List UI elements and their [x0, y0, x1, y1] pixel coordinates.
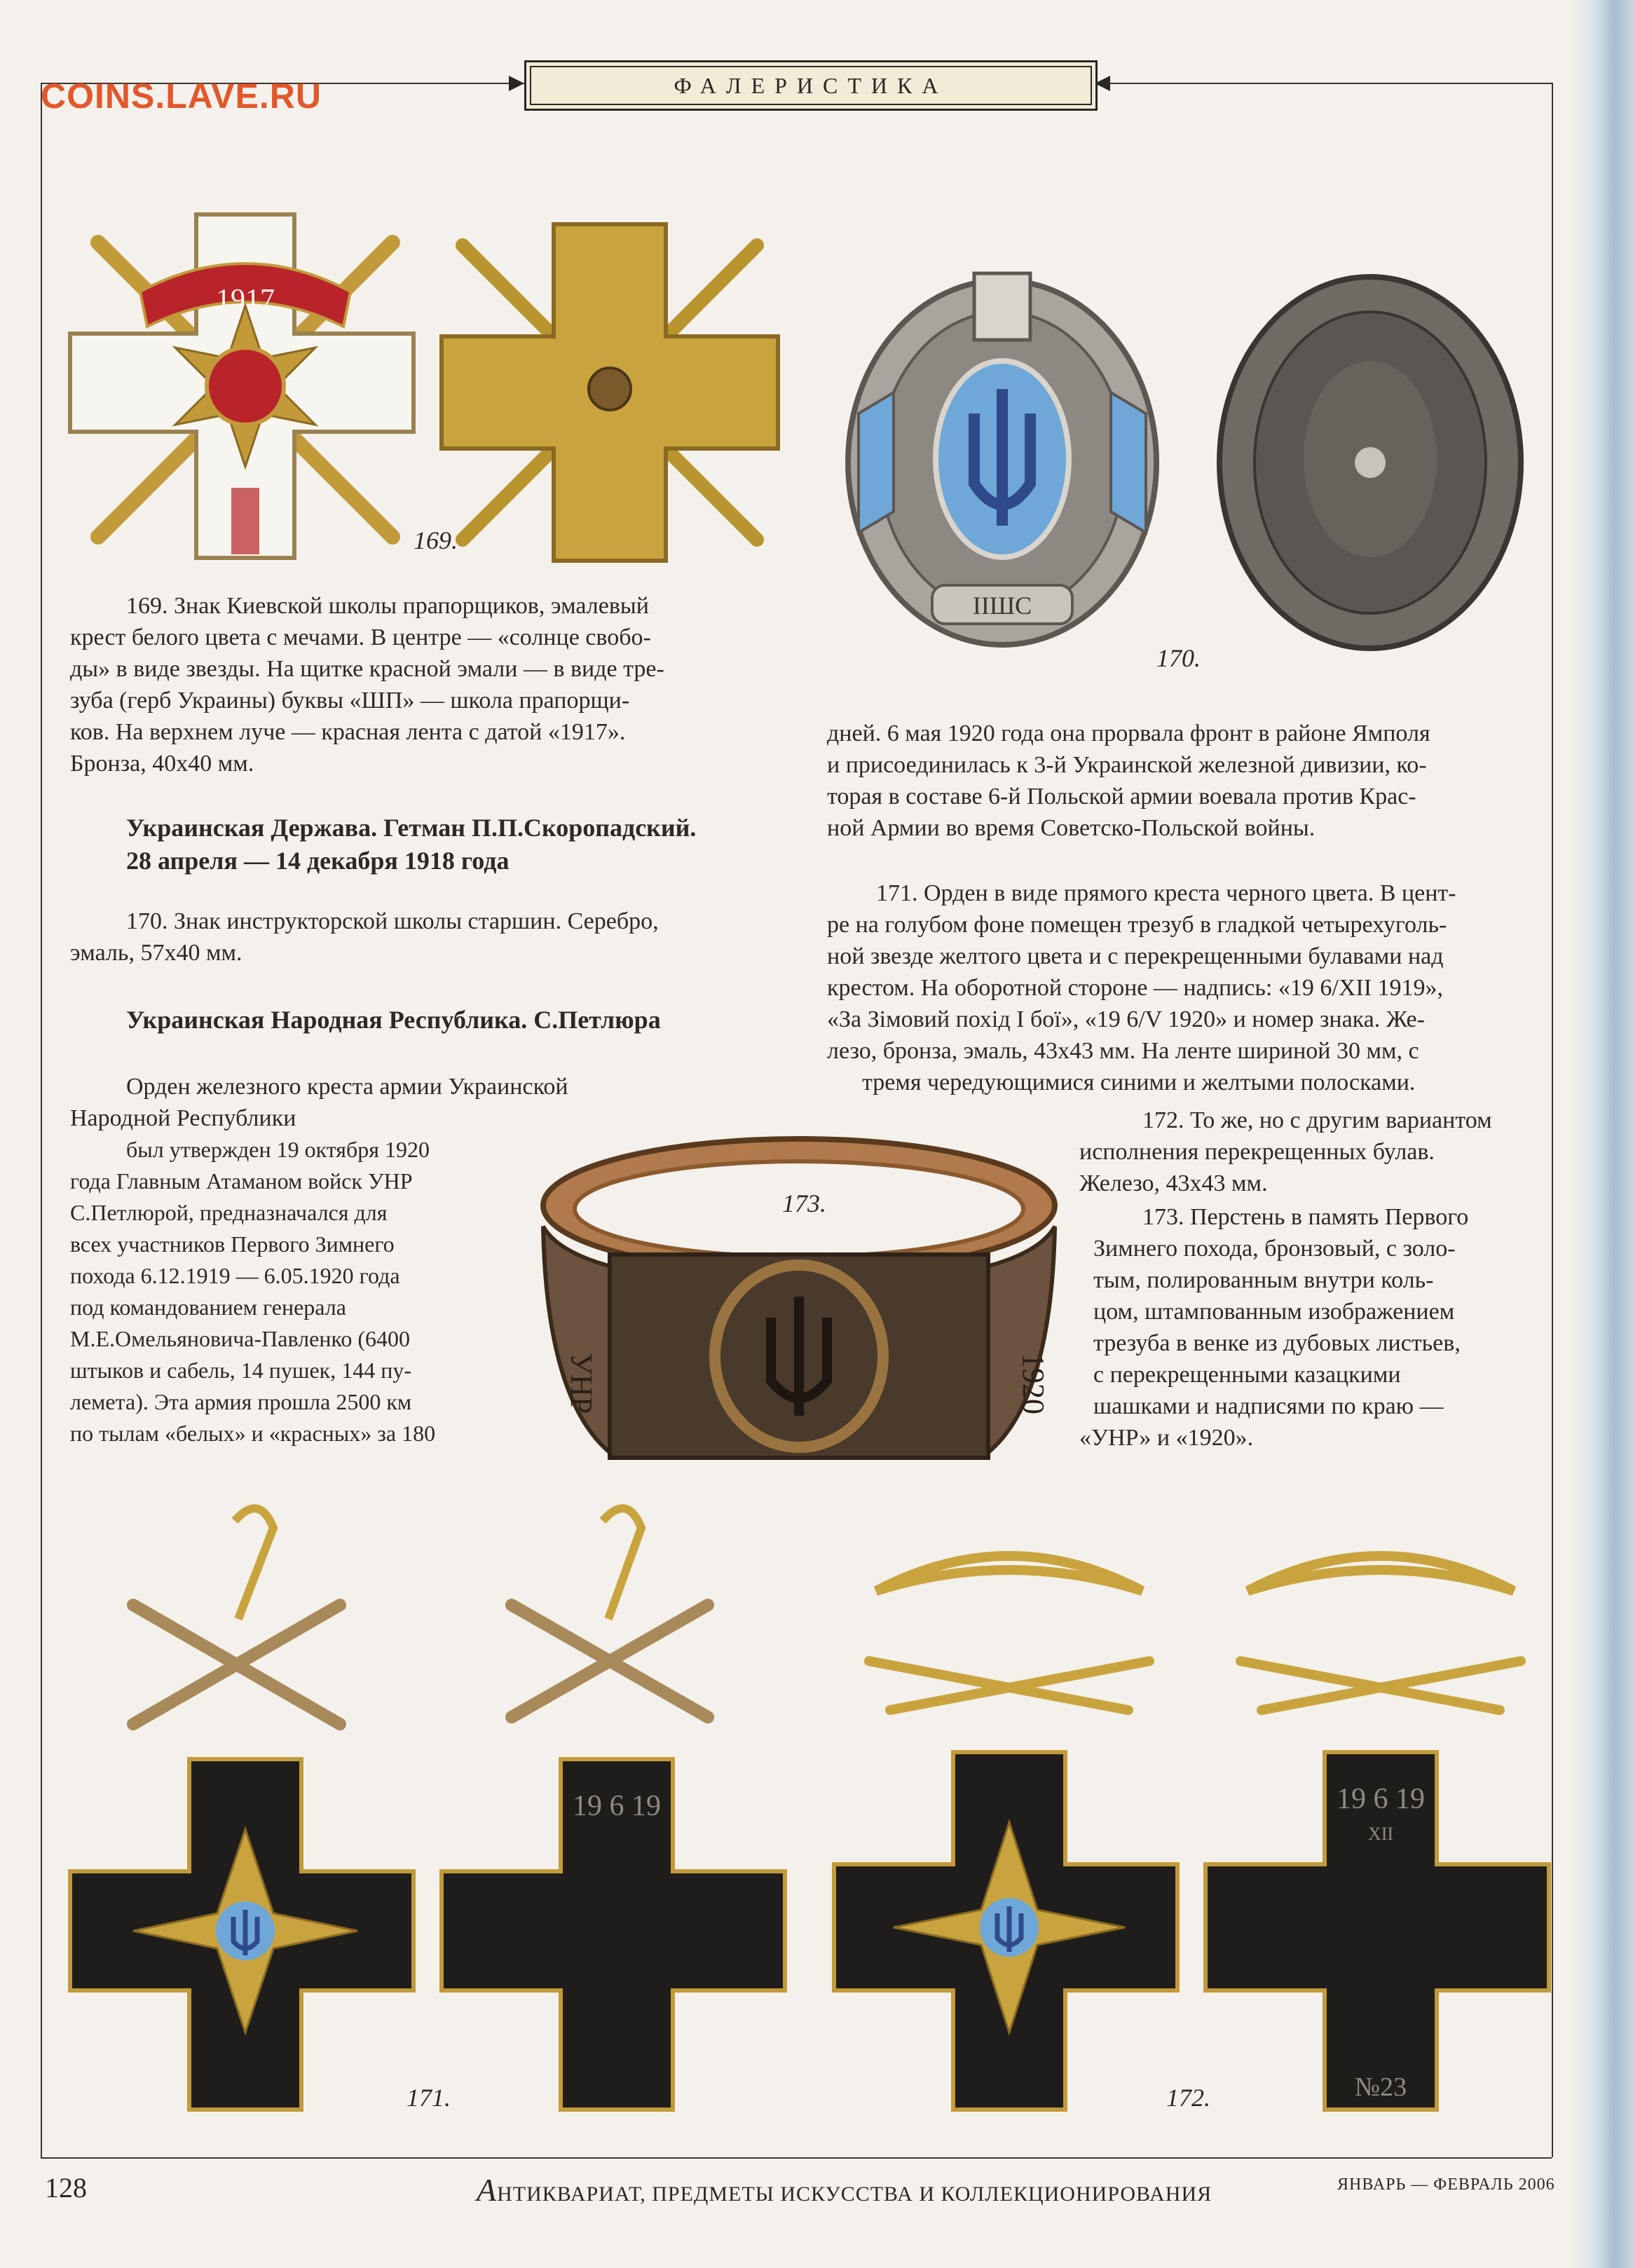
- issue-date: ЯНВАРЬ — ФЕВРАЛЬ 2006: [1337, 2175, 1555, 2194]
- journal-initial: А: [477, 2172, 498, 2208]
- text-continued: [827, 718, 1549, 844]
- text-172-line: 172. То же, но с другим вариантом: [1142, 1107, 1492, 1133]
- caption-170: 170.: [1156, 644, 1201, 672]
- badge-170-obverse: [838, 217, 1167, 680]
- text-172-line: исполнения перекрещенных булав.: [1079, 1139, 1435, 1165]
- order-line: штыков и сабель, 14 пушек, 144 пу-: [70, 1358, 411, 1383]
- ring-side-year: 1920: [1016, 1353, 1051, 1414]
- text-173-line: тым, полированным внутри коль-: [1093, 1267, 1434, 1293]
- text-171-line: 171. Орден в виде прямого креста черного цвета. В цент-: [876, 880, 1456, 906]
- text-172: [1079, 1105, 1549, 1199]
- text-169-line: зуба (герб Украины) буквы «ШП» — школа прапорщи-: [70, 688, 630, 713]
- order-line: лемета). Эта армия прошла 2500 км: [70, 1389, 412, 1414]
- journal-title: [477, 2171, 1212, 2208]
- caption-172: 172.: [1166, 2084, 1210, 2112]
- header-arrow-left: [509, 76, 524, 91]
- cross-171-reverse: [435, 1500, 799, 2117]
- journal-rest: НТИКВАРИАТ, ПРЕДМЕТЫ ИСКУССТВА И КОЛЛЕКЦИОНИРОВАНИЯ: [497, 2182, 1212, 2206]
- text-170: [70, 906, 792, 969]
- text-171-line: ной звезде желтого цвета и с перекрещенными булавами над: [827, 943, 1444, 969]
- text-171-line: ре на голубом фоне помещен трезуб в гладкой четырехуголь-: [827, 912, 1447, 938]
- badge-169-reverse: [435, 217, 785, 568]
- text-172-line: Железо, 43х43 мм.: [1079, 1170, 1268, 1196]
- text-173-line: Зимнего похода, бронзовый, с золо-: [1093, 1236, 1456, 1262]
- order-intro-line: Народной Республики: [70, 1105, 296, 1131]
- text-170-line: эмаль, 57х40 мм.: [70, 940, 242, 966]
- footer-rule: [41, 2157, 1552, 2159]
- order-line: был утвержден 19 октября 1920: [126, 1137, 430, 1162]
- text-170-line: 170. Знак инструкторской школы старшин. Серебро,: [126, 908, 659, 934]
- red-shield: [207, 348, 284, 425]
- text-171-line: крестом. На оборотной стороне — надпись: «19 6/XII 1919»,: [827, 975, 1444, 1001]
- text-169-line: крест белого цвета с мечами. В центре — «солнце свобо-: [70, 624, 651, 650]
- engraved-number: №23: [1354, 2072, 1407, 2102]
- engraved-date: 19 6 19: [1337, 1783, 1425, 1815]
- order-line: М.Е.Омельяновича-Павленко (6400: [70, 1326, 411, 1351]
- right-flag: [1111, 392, 1146, 533]
- order-line: С.Петлюрой, предназначался для: [70, 1200, 388, 1225]
- badge-169-obverse: [63, 207, 428, 572]
- badge-170-reverse: [1205, 217, 1535, 680]
- left-flag: [859, 392, 894, 533]
- watermark: COINS.LAVE.RU: [41, 76, 322, 116]
- text-173: [1079, 1201, 1549, 1454]
- suspension-ring: [235, 1508, 273, 1619]
- order-line: под командованием генерала: [70, 1294, 346, 1320]
- order-line: по тылам «белых» и «красных» за 180: [70, 1421, 436, 1446]
- section-title: ФАЛЕРИСТИКА: [524, 60, 1098, 111]
- nut: [1355, 447, 1386, 478]
- text-169-line: ды» в виде звезды. На щитке красной эмали — в виде тре-: [70, 656, 664, 682]
- lower-red-stripe: [231, 488, 259, 554]
- cross-171-obverse: [63, 1500, 428, 2117]
- text-169-line: 169. Знак Киевской школы прапорщиков, эмалевый: [126, 593, 649, 619]
- ribbon-year: 1917: [216, 284, 275, 316]
- screw-post: [589, 368, 631, 410]
- text-169-line: Бронза, 40х40 мм.: [70, 751, 254, 777]
- cross-172-reverse: [1198, 1500, 1563, 2117]
- text-171-line: лезо, бронза, эмаль, 43х43 мм. На ленте шириной 30 мм, с: [827, 1038, 1419, 1064]
- crossed-maces: [133, 1605, 340, 1724]
- text-169: [70, 590, 792, 779]
- continued-line: и присоединилась к 3-й Украинской железной дивизии, ко-: [827, 752, 1427, 778]
- caption-169: 169.: [414, 526, 458, 554]
- text-171-line: тремя чередующимися синими и желтыми полосками.: [862, 1070, 1416, 1095]
- page-number: 128: [45, 2172, 87, 2204]
- caption-171: 171.: [406, 2084, 451, 2112]
- text-171: [827, 877, 1549, 1098]
- order-line: похода 6.12.1919 — 6.05.1920 года: [70, 1263, 400, 1288]
- text-173-line: шашками и надписями по краю —: [1093, 1393, 1444, 1419]
- order-text: [70, 1134, 533, 1449]
- header-rule-right: [1093, 83, 1552, 84]
- ring-173: [533, 1128, 1065, 1479]
- text-173-line: трезуба в венке из дубовых листьев,: [1093, 1330, 1461, 1356]
- text-169-line: ков. На верхнем луче — красная лента с датой «1917».: [70, 719, 626, 745]
- ribbon-letters: ІІШС: [972, 592, 1032, 620]
- text-173-line: 173. Перстень в память Первого: [1142, 1204, 1469, 1230]
- ring-side-unr: УНР: [564, 1353, 599, 1414]
- heading-unr: Украинская Народная Республика. С.Петлюра: [126, 1006, 661, 1034]
- continued-line: торая в составе 6-й Польской армии воевала против Крас-: [827, 784, 1416, 809]
- engraved-date: 19 6 19: [573, 1790, 661, 1822]
- cross-172-obverse: [827, 1500, 1191, 2117]
- text-173-line: цом, штампованным изображением: [1093, 1299, 1455, 1325]
- top-shield: [974, 273, 1030, 340]
- engraved-roman: XII: [1367, 1824, 1394, 1844]
- continued-line: ной Армии во время Советско-Польской войны.: [827, 815, 1316, 841]
- page-spine-shadow: [1570, 0, 1633, 2268]
- caption-173: 173.: [782, 1189, 826, 1217]
- heading-hetman-line: Украинская Держава. Гетман П.П.Скоропадский.: [126, 814, 697, 842]
- text-173-line: «УНР» и «1920».: [1079, 1425, 1254, 1451]
- continued-line: дней. 6 мая 1920 года она прорвала фронт в районе Ямполя: [827, 720, 1430, 746]
- order-line: года Главным Атаманом войск УНР: [70, 1168, 413, 1194]
- heading-hetman-line: 28 апреля — 14 декабря 1918 года: [126, 847, 510, 875]
- text-171-line: «За Зімовий похід І бої», «19 6/V 1920» и номер знака. Же-: [827, 1006, 1425, 1032]
- gold-loop: [876, 1556, 1142, 1591]
- order-line: всех участников Первого Зимнего: [70, 1231, 395, 1257]
- heading-hetman: [126, 812, 799, 877]
- order-intro: [70, 1071, 701, 1134]
- order-intro-line: Орден железного креста армии Украинской: [126, 1074, 568, 1100]
- text-173-line: с перекрещенными казацкими: [1093, 1362, 1401, 1388]
